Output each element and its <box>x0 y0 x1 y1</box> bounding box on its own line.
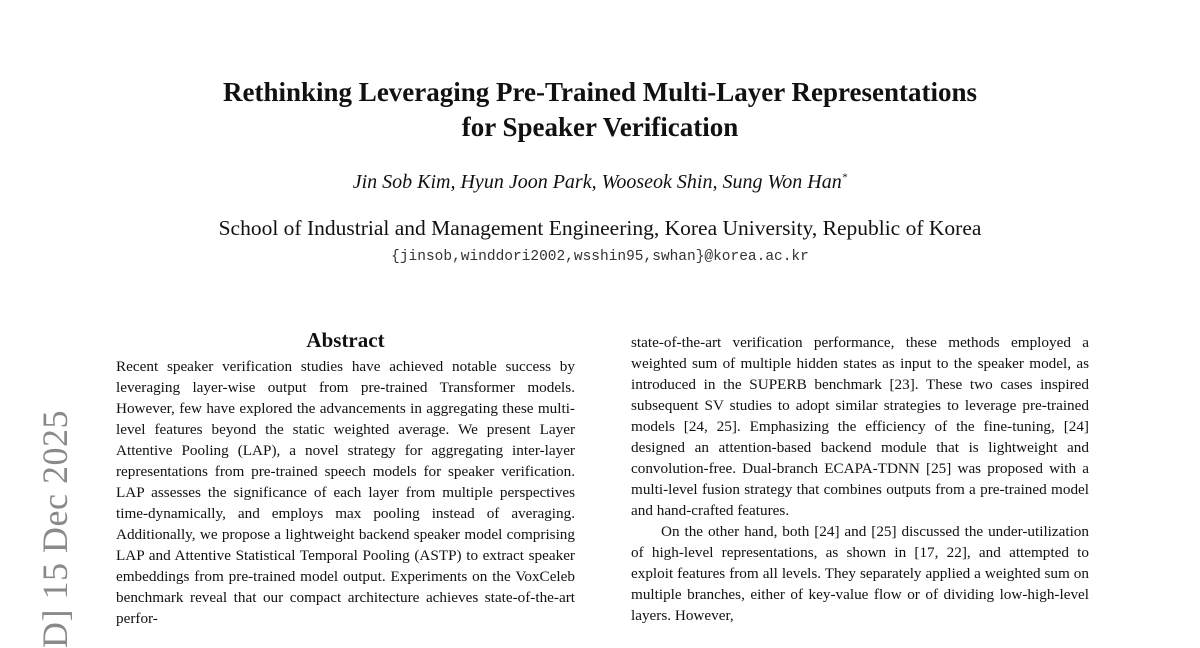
body-paragraph-1: state-of-the-art verification performance, these methods employed a weighted sum of multiple hidden states as input to the speaker model, as introduced in the SUPERB benchmark [23]. These two cases inspired subsequent SV studies to adopt similar strategies to leverage pre-trained models [24, 25]. Emphasizing the efficiency of the fine-tuning, [24] designed an attention-based backend module that is lightweight and convolution-free. Dual-branch ECAPA-TDNN [25] was proposed with a multi-level fusion strategy that combines outputs from a pre-trained model and hand-crafted features. <box>631 334 1089 519</box>
author-emails: {jinsob,winddori2002,wsshin95,swhan}@korea.ac.kr <box>391 249 809 265</box>
abstract-heading: Abstract <box>306 328 385 352</box>
title-line-1: Rethinking Leveraging Pre-Trained Multi-Layer Representations <box>223 77 977 107</box>
title-line-2: for Speaker Verification <box>461 112 739 142</box>
author-names: Jin Sob Kim, Hyun Joon Park, Wooseok Shin, Sung Won Han <box>352 171 842 193</box>
corresponding-author-mark: * <box>841 171 848 184</box>
body-paragraph-2: On the other hand, both [24] and [25] discussed the under-utilization of high-level representations, as shown in [17, 22], and attempted to exploit features from all levels. They separately applied a weighted sum on multiple branches, either of key-value flow or of dividing low-high-level layers. However, <box>631 523 1089 624</box>
right-text-column <box>631 332 1089 626</box>
abstract-column <box>116 356 575 629</box>
paper-title <box>150 75 1050 145</box>
arxiv-side-stamp: D] 15 Dec 2025 <box>35 410 75 648</box>
affiliation: School of Industrial and Management Engineering, Korea University, Republic of Korea <box>218 216 982 240</box>
abstract-text: Recent speaker verification studies have achieved notable success by leveraging layer-wise output from pre-trained Transformer models. However, few have explored the advancements in aggregating these multi-level features beyond the static weighted average. We present Layer Attentive Pooling (LAP), a novel strategy for aggregating inter-layer representations from pre-trained speech models for speaker verification. LAP assesses the significance of each layer from multiple perspectives time-dynamically, and employs max pooling instead of averaging. Additionally, we propose a lightweight backend speaker model comprising LAP and Attentive Statistical Temporal Pooling (ASTP) to extract speaker embeddings from pre-trained model output. Experiments on the VoxCeleb benchmark reveal that our compact architecture achieves state-of-the-art perfor- <box>116 358 575 627</box>
author-list <box>150 171 1050 194</box>
